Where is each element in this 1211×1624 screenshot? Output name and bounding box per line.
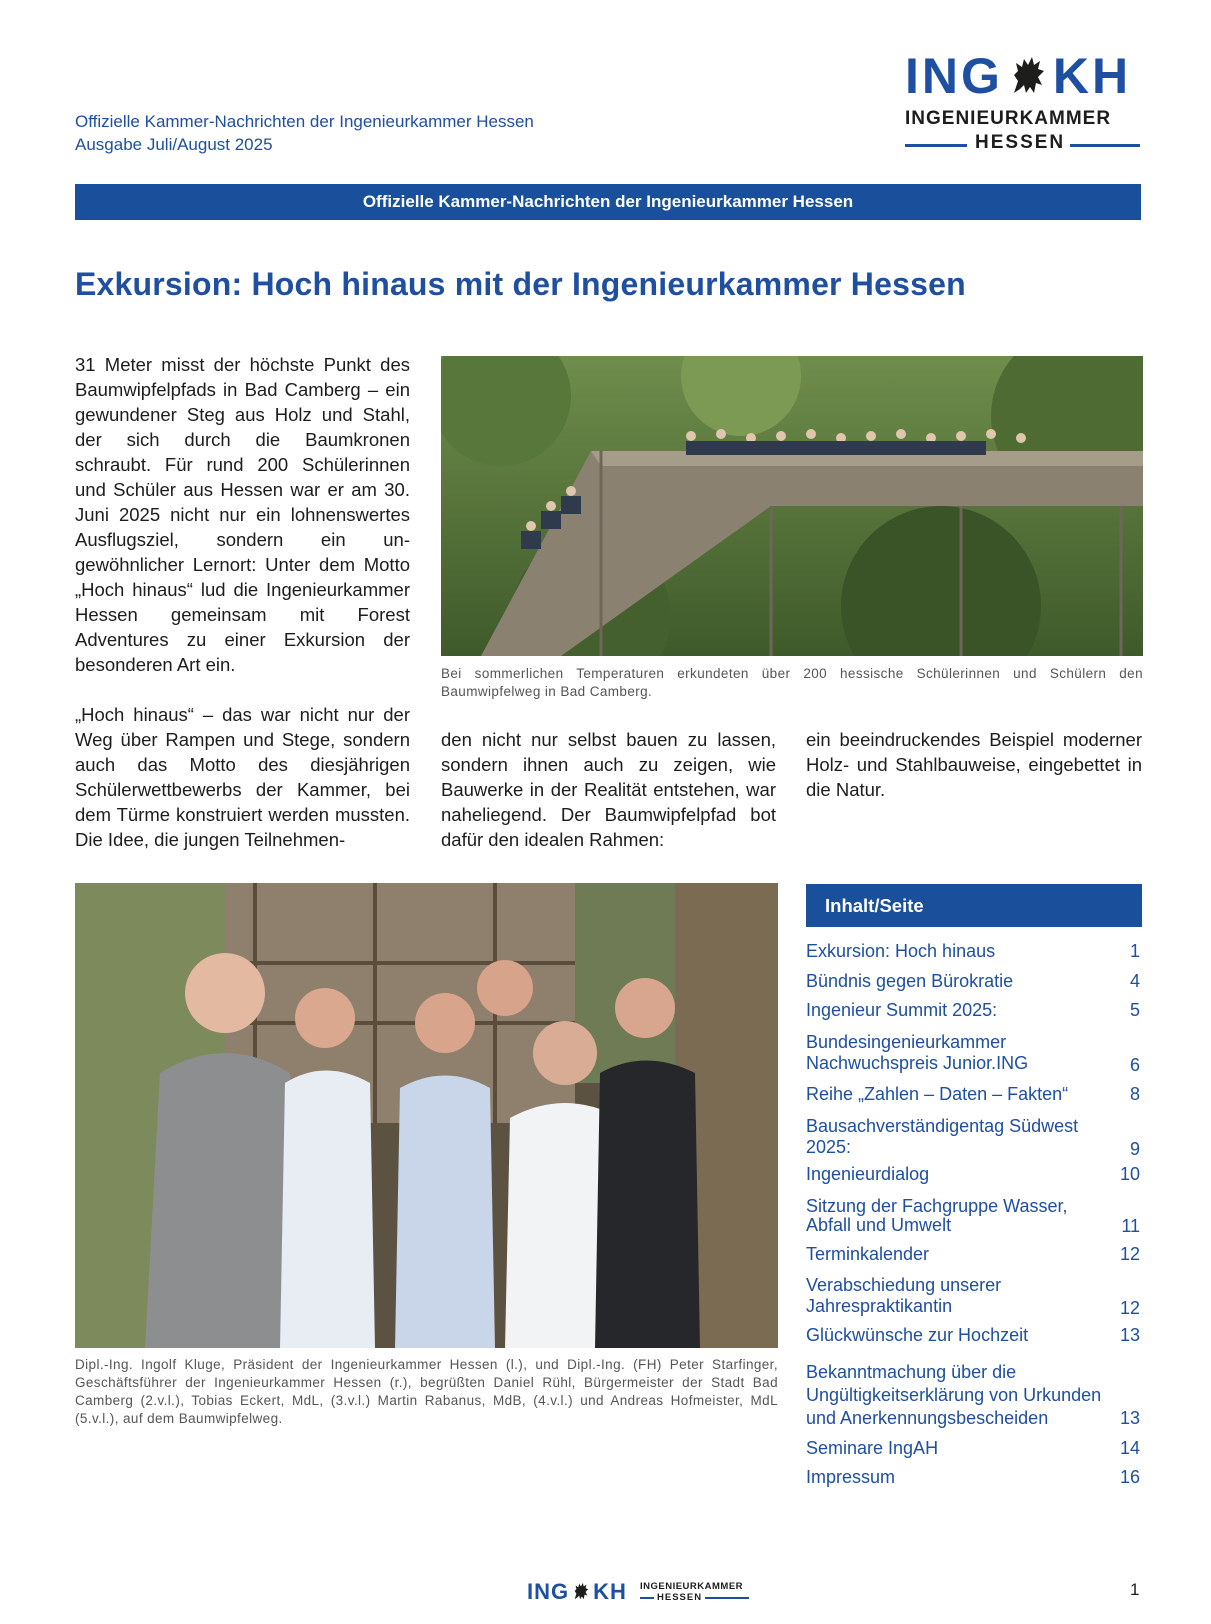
toc-item-page: 13 [1119,1408,1140,1428]
toc-item-label: Ingenieurdialog [806,1164,930,1184]
toc-item-label: Verabschiedung unserer Jahrespraktikantin [806,1275,1002,1316]
publication-title: Offizielle Kammer-Nachrichten der Ingenieurkammer Hessen [75,112,534,131]
article-paragraph: 31 Meter misst der höchste Punkt des Baumwipfelpfads in Bad Camberg – ein gewundener Steg aus Holz und Stahl, der sich durch die Baumkronen schraubt. Für rund 200 Schülerinnen und Schüler aus Hessen war er am 30. Juni 2025 nicht nur ein lohnenswertes Ausflugsziel, sondern ein ungewöhnlicher Lernort: Unter dem Motto „Hoch hinaus“ lud die Ingenieurkammer Hessen gemeinsam mit Forest Adventures zu einer Exkursion der besonderen Art ein. [75,354,410,675]
toc-item[interactable] [806,970,1142,992]
toc-item[interactable] [806,1032,1142,1076]
article-column-3 [806,727,1142,802]
toc-item-label: Terminkalender [806,1244,930,1264]
group-portrait-photo [75,883,778,1348]
toc-item-label: Impressum [806,1467,896,1487]
photo-caption: Bei sommerlichen Temperaturen erkundeten über 200 hessische Schülerinnen und Schülern den Baumwipfelweg in Bad Camberg. [441,666,1143,699]
article-column-1 [75,352,410,852]
article-paragraph: ein beeindruckendes Beispiel moderner Holz- und Stahlbauweise, eingebettet in die Natur. [806,729,1142,800]
logo-text-right: KH [1052,48,1132,104]
lion-icon [1006,53,1050,97]
logo-subtitle-region: HESSEN [975,132,1066,153]
section-banner: Offizielle Kammer-Nachrichten der Ingenieurkammer Hessen [75,184,1141,220]
footer-logo [527,1580,752,1606]
toc-item-label: Glückwünsche zur Hochzeit [806,1325,1029,1345]
treetop-walkway-photo [441,356,1143,656]
photo-caption: Dipl.-Ing. Ingolf Kluge, Präsident der Ingenieurkammer Hessen (l.), und Dipl.-Ing. (FH) Peter Starfinger, Geschäftsführer der Ingenieurkammer Hessen (r.), begrüßten Daniel Rühl, Bürgermeister der Stadt Bad Camberg (2.v.l.), Tobias Eckert, MdL, (3.v.l.) Martin Rabanus, MdB, (4.v.l.) und Andreas Hofmeister, MdL (5.v.l.), auf dem Baumwipfelweg. [75,1357,778,1426]
toc-item-page: 12 [1119,1298,1140,1318]
lion-icon [570,1581,592,1601]
footer-logo-region: HESSEN [657,1592,703,1603]
toc-item-label: Bündnis gegen Bürokratie [806,971,1014,991]
toc-item[interactable] [806,1116,1142,1160]
toc-item[interactable] [806,1163,1142,1185]
article-column-2 [441,727,776,852]
toc-item[interactable] [806,1197,1142,1237]
toc-item-page: 6 [1129,1055,1140,1075]
toc-item[interactable] [806,999,1142,1021]
toc-item-label: Ingenieur Summit 2025: [806,1000,998,1020]
toc-item[interactable] [806,940,1142,962]
toc-item[interactable] [806,1275,1142,1319]
toc-item-page: 16 [1119,1467,1140,1487]
article-paragraph: „Hoch hinaus“ – das war nicht nur der Weg über Rampen und Stege, sondern auch das Motto des diesjährigen Schülerwettbewerbs der Kammer, bei dem Türme konstruiert werden mussten. Die Idee, die jungen Teilnehmen- [75,704,410,850]
toc-item-label: Bausachverständigentag Südwest 2025: [806,1116,1079,1157]
article-title: Exkursion: Hoch hinaus mit der Ingenieurkammer Hessen [75,266,966,302]
toc-item-page: 1 [1129,941,1140,961]
logo-text-left: ING [905,48,1003,104]
toc-item[interactable] [806,1437,1142,1459]
toc-item-page: 13 [1119,1325,1140,1345]
footer-logo-text-right: KH [593,1579,627,1604]
toc-item-page: 10 [1119,1164,1140,1184]
page-number: 1 [1130,1580,1140,1599]
footer-logo-text-left: ING [527,1579,570,1604]
toc-item-page: 11 [1121,1216,1140,1236]
toc-item-page: 5 [1129,1000,1140,1020]
footer-logo-subtitle: INGENIEURKAMMER [640,1581,744,1592]
toc-item[interactable] [806,1083,1142,1105]
issue-date: Ausgabe Juli/August 2025 [75,135,273,154]
article-paragraph: den nicht nur selbst bauen zu lassen, sondern ihnen auch zu zeigen, wie Bauwerke in der Realität entstehen, war naheliegend. Der Baumwipfelpfad bot dafür den idealen Rahmen: [441,729,776,850]
toc-item-page: 12 [1119,1244,1140,1264]
toc-item-label: Bundesingenieurkammer Nachwuchspreis Junior.ING [806,1032,1029,1073]
toc-item-page: 14 [1119,1438,1140,1458]
toc-item-page: 8 [1129,1084,1140,1104]
toc-item-label: Sitzung der Fachgruppe Wasser, Abfall und Umwelt [806,1196,1068,1235]
toc-item[interactable] [806,1361,1142,1429]
toc-item-label: Exkursion: Hoch hinaus [806,941,996,961]
toc-item[interactable] [806,1324,1142,1346]
ingkh-logo [905,48,1140,158]
toc-item-page: 9 [1129,1139,1140,1159]
toc-item[interactable] [806,1243,1142,1265]
toc-item[interactable] [806,1466,1142,1488]
toc-heading: Inhalt/Seite [806,884,1142,927]
toc-item-label: Seminare IngAH [806,1438,939,1458]
logo-subtitle: INGENIEURKAMMER [905,108,1112,129]
toc-item-label: Bekanntmachung über die Ungültigkeitserklärung von Urkunden und Anerkennungsbescheiden [806,1362,1102,1428]
toc-item-page: 4 [1129,971,1140,991]
toc-item-label: Reihe „Zahlen – Daten – Fakten“ [806,1084,1069,1104]
